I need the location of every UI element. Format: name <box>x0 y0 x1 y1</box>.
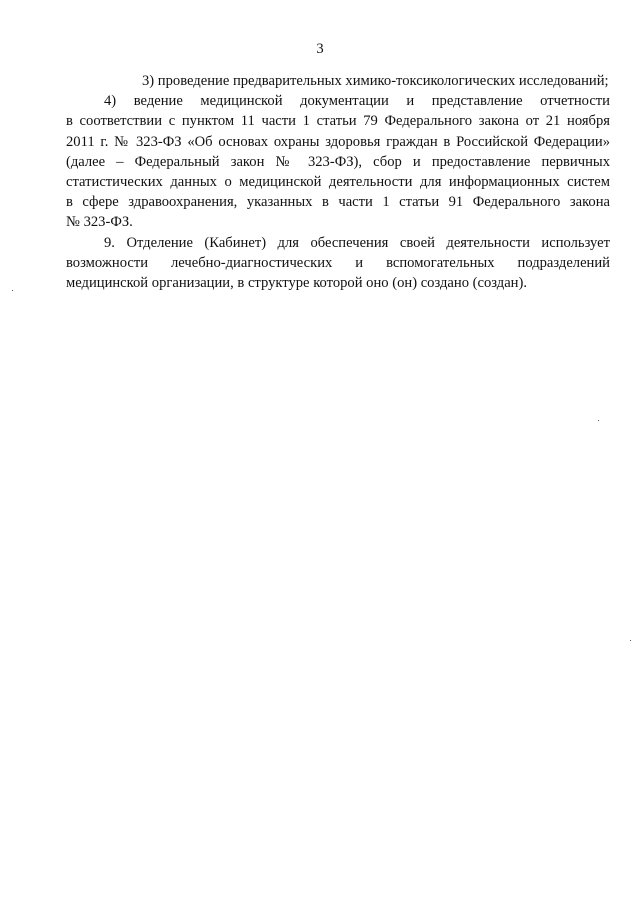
text-line: в соответствии с пунктом 11 части 1 статьи 79 Федерального закона от 21 ноября <box>66 113 610 130</box>
text-line: возможности лечебно-диагностических и вспомогательных подразделений <box>66 254 610 271</box>
scan-speck <box>598 420 599 421</box>
text-line: № 323-ФЗ. <box>66 214 133 231</box>
text-line: 2011 г. № 323-ФЗ «Об основах охраны здоровья граждан в Российской Федерации» <box>66 133 610 150</box>
text-line: медицинской организации, в структуре которой оно (он) создано (создан). <box>66 275 527 292</box>
text-line: 4) ведение медицинской документации и представление отчетности <box>104 93 610 110</box>
text-line: 9. Отделение (Кабинет) для обеспечения своей деятельности использует <box>104 234 610 251</box>
text-line: (далее – Федеральный закон № 323-ФЗ), сбор и предоставление первичных <box>66 153 610 170</box>
list-item-4 <box>66 91 610 232</box>
page-number: 3 <box>316 41 324 57</box>
text-line: 3) проведение предварительных химико-токсикологических исследований; <box>142 73 609 89</box>
section-9 <box>66 233 610 294</box>
list-item-3 <box>66 71 610 91</box>
document-body <box>66 71 610 293</box>
text-line: в сфере здравоохранения, указанных в части 1 статьи 91 Федерального закона <box>66 194 610 211</box>
scan-speck <box>630 640 631 641</box>
scan-speck <box>12 290 13 291</box>
text-line: статистических данных о медицинской деятельности для информационных систем <box>66 174 610 191</box>
